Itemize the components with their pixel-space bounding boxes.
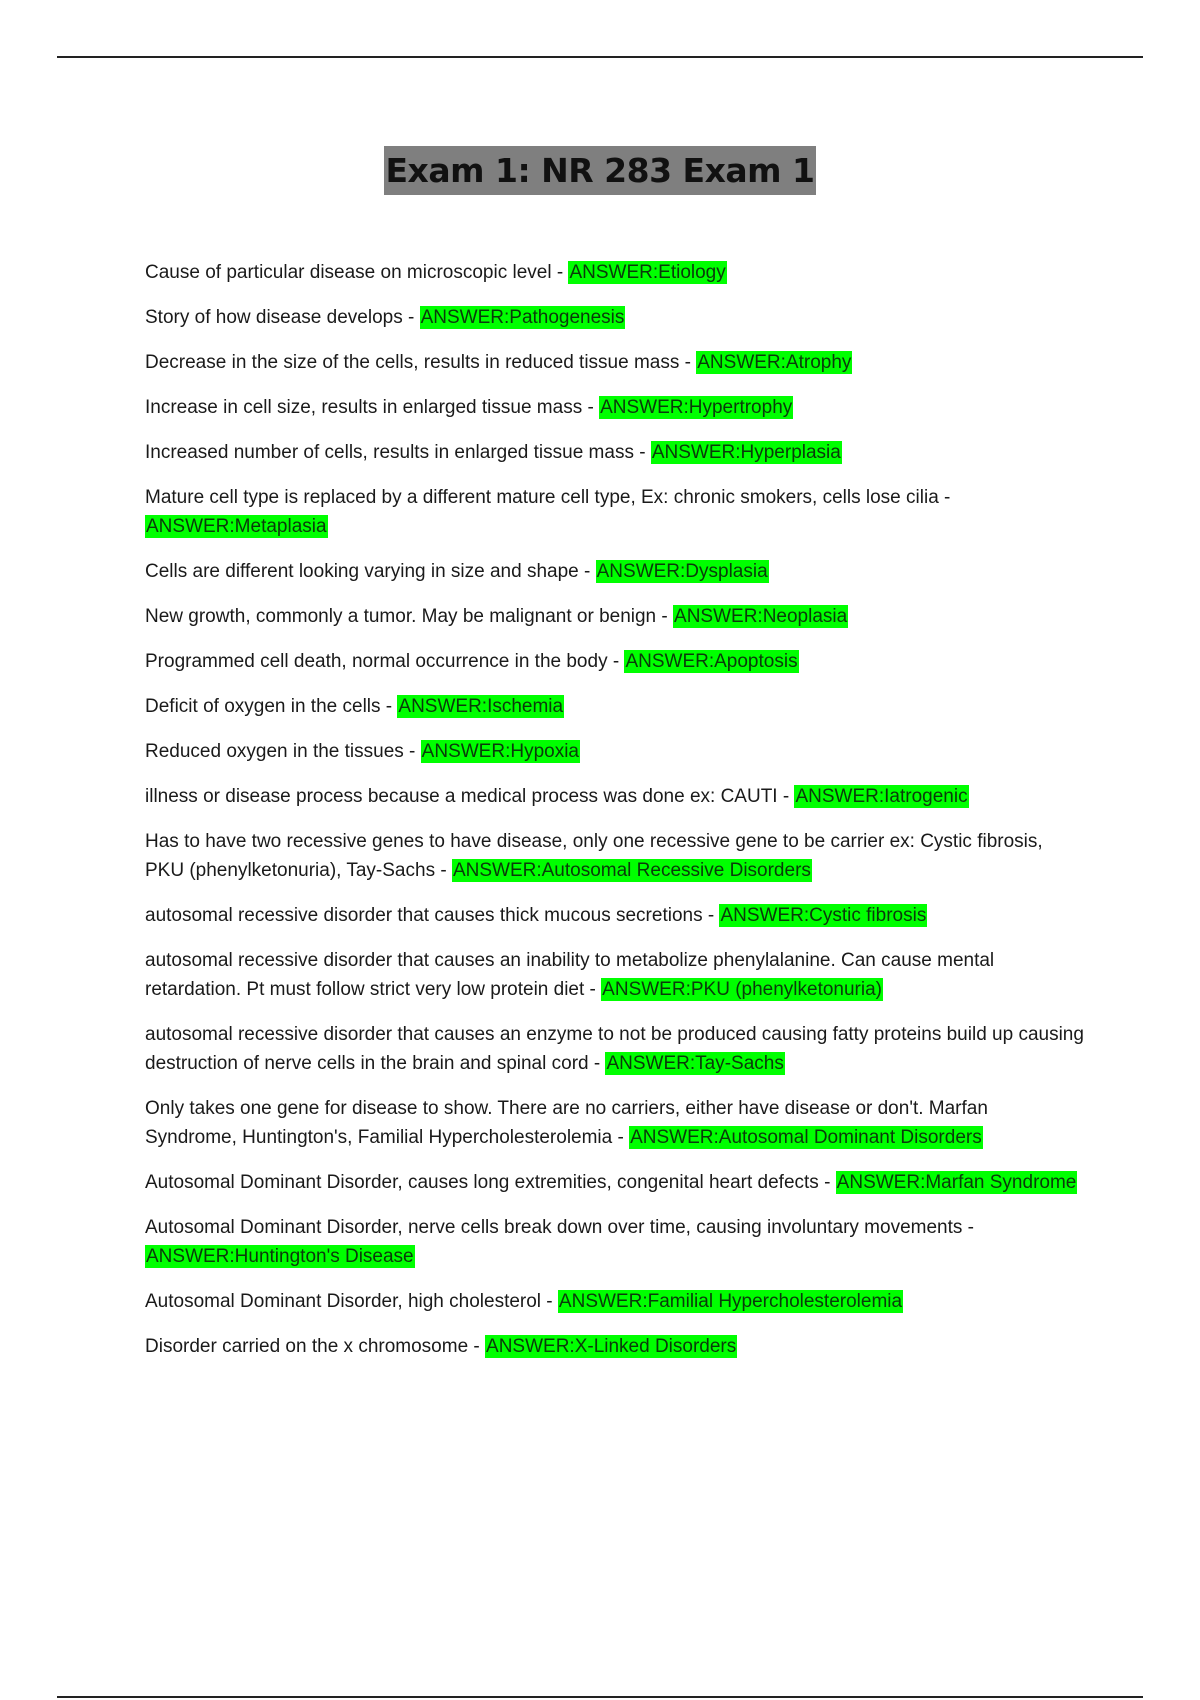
qa-item [145,737,1085,766]
question-text: Increase in cell size, results in enlarged tissue mass - [145,397,600,418]
answer-highlight: ANSWER:Hypertrophy [600,397,793,418]
qa-item [145,303,1085,332]
answer-highlight: ANSWER:Iatrogenic [795,786,968,807]
qa-item [145,901,1085,930]
answer-highlight: ANSWER:Etiology [569,262,726,283]
answer-highlight: ANSWER:Tay-Sachs [606,1053,784,1074]
answer-highlight: ANSWER:Ischemia [398,696,564,717]
qa-item [145,602,1085,631]
qa-item [145,1332,1085,1361]
answer-highlight: ANSWER:Marfan Syndrome [836,1172,1077,1193]
answer-highlight: ANSWER:Apoptosis [625,651,798,672]
qa-item [145,557,1085,586]
answer-highlight: ANSWER:Autosomal Recessive Disorders [452,860,811,881]
page-title: Exam 1: NR 283 Exam 1 [384,146,817,195]
answer-highlight: ANSWER:Hypoxia [421,741,579,762]
qa-item [145,258,1085,287]
footer-rule [57,1696,1143,1698]
question-text: Only takes one gene for disease to show. There are no carriers, either have disease or don't. Marfan Syndrome, Huntington's, Familial Hypercholesterolemia - [145,1098,988,1148]
qa-list [145,258,1085,1377]
answer-highlight: ANSWER:Hyperplasia [651,442,841,463]
qa-item [145,483,1085,541]
qa-item [145,438,1085,467]
question-text: Autosomal Dominant Disorder, high cholesterol - [145,1291,558,1312]
qa-item [145,827,1085,885]
question-text: New growth, commonly a tumor. May be malignant or benign - [145,606,674,627]
qa-item [145,348,1085,377]
qa-item [145,1020,1085,1078]
question-text: Cells are different looking varying in size and shape - [145,561,596,582]
question-text: Disorder carried on the x chromosome - [145,1336,486,1357]
question-text: autosomal recessive disorder that causes thick mucous secretions - [145,905,720,926]
answer-highlight: ANSWER:Autosomal Dominant Disorders [630,1127,982,1148]
qa-item [145,782,1085,811]
qa-item [145,1094,1085,1152]
answer-highlight: ANSWER:Huntington's Disease [146,1246,414,1267]
question-text: Autosomal Dominant Disorder, nerve cells break down over time, causing involuntary movements - [145,1217,974,1238]
answer-highlight: ANSWER:Familial Hypercholesterolemia [558,1291,903,1312]
answer-highlight: ANSWER:Pathogenesis [420,307,625,328]
qa-item [145,1287,1085,1316]
question-text: Programmed cell death, normal occurrence in the body - [145,651,625,672]
question-text: Cause of particular disease on microscopic level - [145,262,569,283]
question-text: Story of how disease develops - [145,307,420,328]
qa-item [145,1213,1085,1271]
question-text: Decrease in the size of the cells, results in reduced tissue mass - [145,352,697,373]
answer-highlight: ANSWER:Cystic fibrosis [720,905,927,926]
answer-highlight: ANSWER:X-Linked Disorders [486,1336,737,1357]
answer-highlight: ANSWER:Neoplasia [674,606,848,627]
question-text: autosomal recessive disorder that causes an inability to metabolize phenylalanine. Can cause mental retardation. Pt must follow strict very low protein diet - [145,950,995,1000]
answer-highlight: ANSWER:PKU (phenylketonuria) [602,979,882,1000]
question-text: illness or disease process because a medical process was done ex: CAUTI - [145,786,795,807]
qa-item [145,946,1085,1004]
answer-highlight: ANSWER:Dysplasia [596,561,768,582]
title-container [0,146,1200,195]
qa-item [145,647,1085,676]
qa-item [145,692,1085,721]
header-rule [57,56,1143,58]
question-text: Has to have two recessive genes to have disease, only one recessive gene to be carrier ex: Cystic fibrosis, PKU (phenylketonuria), Tay-Sachs - [145,831,1043,881]
question-text: Increased number of cells, results in enlarged tissue mass - [145,442,651,463]
answer-highlight: ANSWER:Atrophy [697,352,852,373]
question-text: Deficit of oxygen in the cells - [145,696,398,717]
answer-highlight: ANSWER:Metaplasia [146,516,327,537]
qa-item [145,1168,1085,1197]
question-text: Mature cell type is replaced by a different mature cell type, Ex: chronic smokers, cells lose cilia - [145,487,951,508]
qa-item [145,393,1085,422]
question-text: Autosomal Dominant Disorder, causes long extremities, congenital heart defects - [145,1172,836,1193]
question-text: autosomal recessive disorder that causes an enzyme to not be produced causing fatty proteins build up causing destruction of nerve cells in the brain and spinal cord - [145,1024,1084,1074]
question-text: Reduced oxygen in the tissues - [145,741,421,762]
